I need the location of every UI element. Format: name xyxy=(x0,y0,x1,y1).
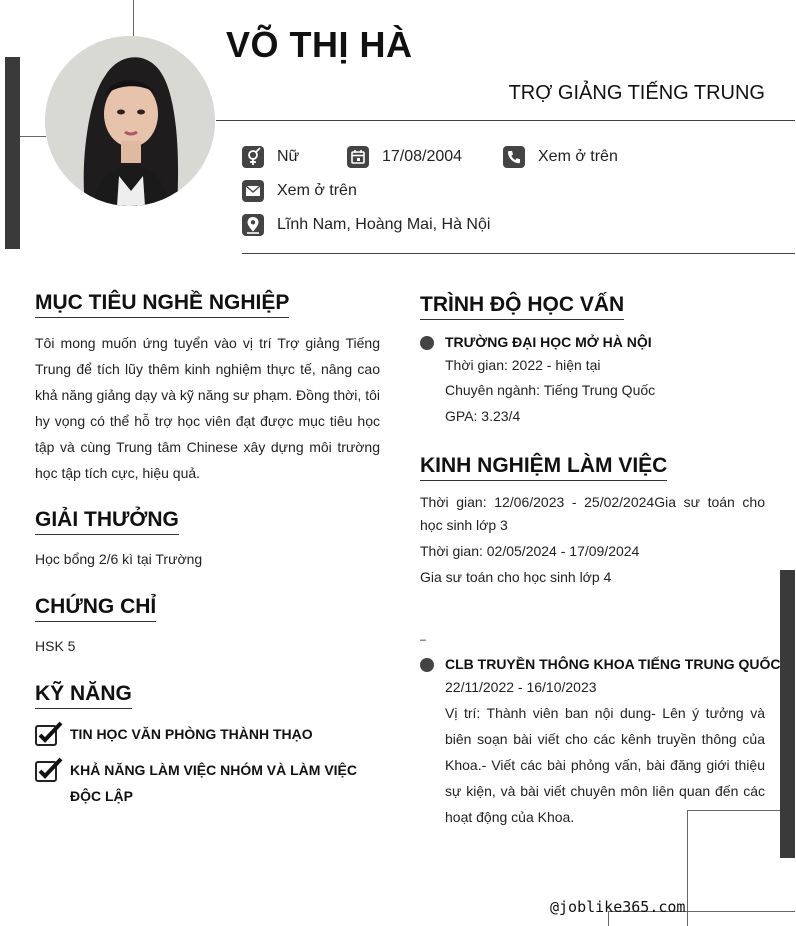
decor-line xyxy=(20,136,46,137)
info-phone xyxy=(503,146,618,168)
checkbox-check-icon xyxy=(34,757,62,781)
birthdate-value: 17/08/2004 xyxy=(382,148,463,165)
experience-line: Gia sư toán cho học sinh lớp 4 xyxy=(420,569,612,585)
awards-text: Học bổng 2/6 kì tại Trường xyxy=(35,551,203,567)
certificates-title: CHỨNG CHỈ xyxy=(35,595,156,622)
club-time: 22/11/2022 - 16/10/2023 xyxy=(445,679,597,695)
info-address xyxy=(242,214,490,236)
gender-value: Nữ xyxy=(277,148,300,165)
decor-line xyxy=(687,810,688,926)
checkbox-check-icon xyxy=(34,721,62,745)
experience-line: Thời gian: 02/05/2024 - 17/09/2024 xyxy=(420,543,640,559)
info-email xyxy=(242,180,357,202)
right-accent-bar xyxy=(780,570,795,858)
bullet-dot xyxy=(420,658,434,672)
experience-title: KINH NGHIỆM LÀM VIỆC xyxy=(420,454,667,481)
awards-title: GIẢI THƯỞNG xyxy=(35,508,179,535)
certificates-text: HSK 5 xyxy=(35,638,76,654)
avatar xyxy=(45,36,215,206)
email-value: Xem ở trên xyxy=(277,182,357,199)
job-title: TRỢ GIẢNG TIẾNG TRUNG xyxy=(508,82,765,104)
skill-item: TIN HỌC VĂN PHÒNG THÀNH THẠO xyxy=(70,726,313,742)
phone-value: Xem ở trên xyxy=(538,148,618,165)
club-description: Vị trí: Thành viên ban nội dung- Lên ý tưởng và biên soạn bài viết cho các kênh truyền thông của Khoa.- Viết các bài phỏng vấn, bài đăng giới thiệu sự kiện, và bài viết chuyên môn liên quan đến các hoạt động của Khoa. xyxy=(445,705,765,825)
phone-icon xyxy=(503,146,525,168)
skills-title: KỸ NĂNG xyxy=(35,682,132,709)
objective-text: Tôi mong muốn ứng tuyển vào vị trí Trợ giảng Tiếng Trung để tích lũy thêm kinh nghiệm thực tế, nâng cao khả năng giảng dạy và kỹ năng sư phạm. Đồng thời, tôi hy vọng có thể hỗ trợ học viên đạt được mục tiêu học tập và cùng Trung tâm Chinese xây dựng môi trường học tập tích cực, hiệu quả. xyxy=(35,335,380,481)
candidate-name: VÕ THỊ HÀ xyxy=(226,24,413,65)
info-birthdate xyxy=(347,146,462,168)
info-gender xyxy=(242,146,299,168)
email-icon xyxy=(242,180,264,202)
experience-line: Thời gian: 12/06/2023 - 25/02/2024Gia sư toán cho học sinh lớp 3 xyxy=(420,494,765,533)
calendar-icon xyxy=(347,146,369,168)
left-accent-bar xyxy=(5,57,20,249)
address-value: Lĩnh Nam, Hoàng Mai, Hà Nội xyxy=(277,216,491,233)
divider xyxy=(216,120,795,121)
location-icon xyxy=(242,214,264,236)
education-gpa: GPA: 3.23/4 xyxy=(445,408,521,424)
education-title: TRÌNH ĐỘ HỌC VẤN xyxy=(420,293,624,320)
club-name: CLB TRUYỀN THÔNG KHOA TIẾNG TRUNG QUỐC xyxy=(445,656,781,672)
education-time: Thời gian: 2022 - hiện tại xyxy=(445,357,601,373)
education-major: Chuyên ngành: Tiếng Trung Quốc xyxy=(445,382,656,398)
watermark: @joblike365.com xyxy=(550,898,686,916)
skill-item: KHẢ NĂNG LÀM VIỆC NHÓM VÀ LÀM VIỆC ĐỘC LẬP xyxy=(70,762,357,804)
gender-icon xyxy=(242,146,264,168)
bullet-dot xyxy=(420,336,434,350)
school-name: TRƯỜNG ĐẠI HỌC MỞ HÀ NỘI xyxy=(445,334,652,350)
decor-line xyxy=(687,810,780,811)
objective-title: MỤC TIÊU NGHỀ NGHIỆP xyxy=(35,291,289,318)
decor-line xyxy=(133,0,134,36)
dash: – xyxy=(420,634,427,646)
divider xyxy=(242,253,795,254)
